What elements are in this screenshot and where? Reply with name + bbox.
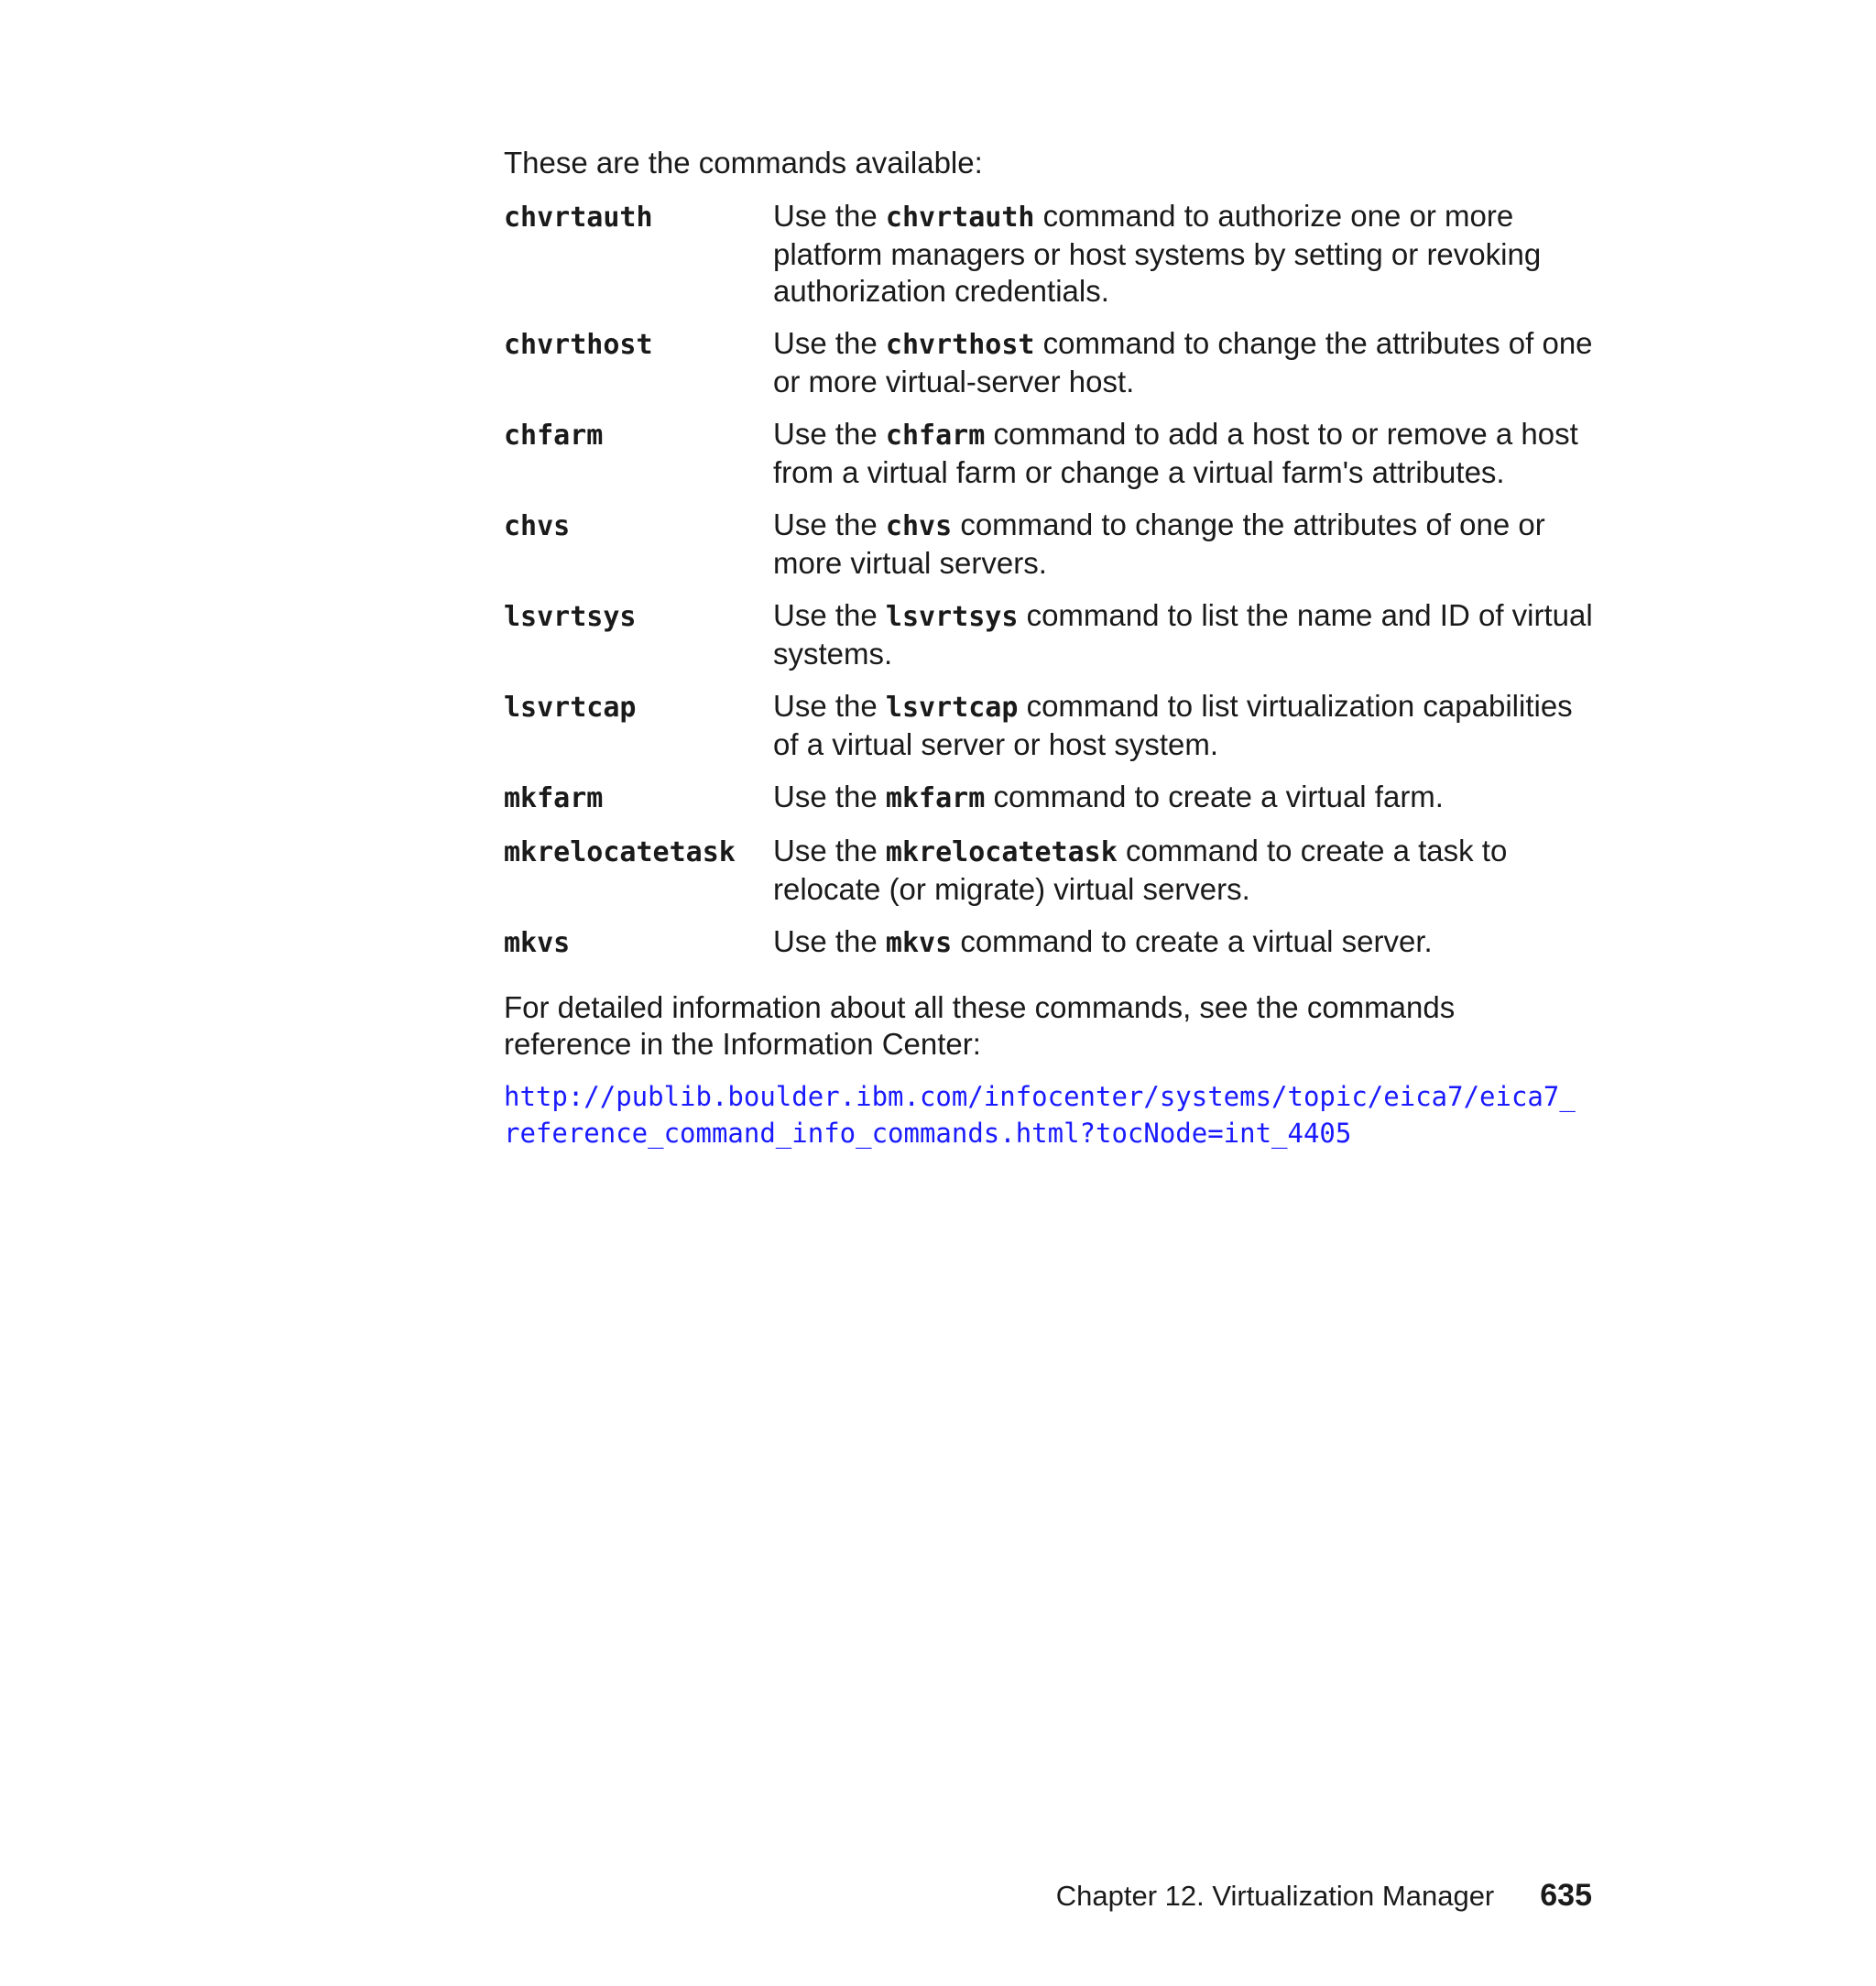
- description-prefix: Use the: [773, 507, 886, 541]
- command-name: chvrthost: [504, 329, 653, 361]
- command-description: [773, 833, 1603, 908]
- inline-command: lsvrtcap: [885, 692, 1019, 724]
- command-name: chfarm: [504, 420, 604, 452]
- command-name: mkfarm: [504, 782, 604, 814]
- command-name: lsvrtsys: [504, 601, 637, 633]
- command-description: [773, 507, 1603, 582]
- infocenter-link[interactable]: [504, 1078, 1576, 1151]
- command-description: [773, 198, 1603, 310]
- link-line-1: http://publib.boulder.ibm.com/infocenter/systems/topic/eica7/eica7_: [504, 1081, 1576, 1112]
- description-prefix: Use the: [773, 199, 886, 233]
- inline-command: chvrthost: [885, 329, 1035, 361]
- inline-command: mkfarm: [885, 782, 986, 814]
- description-prefix: Use the: [773, 417, 886, 451]
- description-text: command to list the name and ID of virtual systems.: [773, 598, 1593, 671]
- command-row-chvrthost: [504, 325, 1603, 400]
- inline-command: chvs: [885, 510, 953, 542]
- command-row-mkfarm: [504, 779, 1603, 817]
- description-text: command to change the attributes of one or more virtual servers.: [773, 507, 1545, 580]
- command-description: [773, 416, 1603, 491]
- link-line-2: reference_command_info_commands.html?tocNode=int_4405: [504, 1118, 1352, 1149]
- chapter-title: Chapter 12. Virtualization Manager: [1055, 1880, 1495, 1912]
- command-name: lsvrtcap: [504, 692, 637, 724]
- inline-command: chvrtauth: [885, 202, 1035, 234]
- page-number: 635: [1540, 1878, 1592, 1913]
- inline-command: chfarm: [885, 420, 986, 452]
- command-row-mkrelocatetask: [504, 833, 1603, 908]
- command-description: [773, 597, 1603, 672]
- description-prefix: Use the: [773, 598, 886, 632]
- description-text: command to add a host to or remove a host from a virtual farm or change a virtual farm's attributes.: [773, 417, 1578, 489]
- description-text: command to create a virtual server.: [952, 924, 1433, 958]
- command-name: chvs: [504, 510, 571, 542]
- command-name: mkvs: [504, 927, 571, 959]
- description-text: command to create a virtual farm.: [985, 780, 1444, 813]
- command-row-mkvs: [504, 923, 1603, 962]
- command-row-lsvrtcap: [504, 688, 1603, 763]
- inline-command: mkvs: [885, 927, 953, 959]
- command-name: mkrelocatetask: [504, 836, 736, 868]
- command-row-chvrtauth: [504, 198, 1603, 310]
- description-text: command to list virtualization capabilities of a virtual server or host system.: [773, 689, 1573, 761]
- description-text: command to change the attributes of one or more virtual-server host.: [773, 326, 1593, 398]
- command-description: [773, 923, 1603, 962]
- inline-command: mkrelocatetask: [885, 836, 1118, 868]
- command-row-chfarm: [504, 416, 1603, 491]
- description-prefix: Use the: [773, 924, 886, 958]
- command-description: [773, 325, 1603, 400]
- detail-paragraph: For detailed information about all these commands, see the commands reference in the Information Center:: [504, 990, 1456, 1061]
- command-row-lsvrtsys: [504, 597, 1603, 672]
- page-content: [504, 145, 1603, 1151]
- inline-command: lsvrtsys: [885, 601, 1019, 633]
- description-prefix: Use the: [773, 780, 886, 813]
- description-text: command to create a task to relocate (or migrate) virtual servers.: [773, 834, 1508, 906]
- command-list: [504, 198, 1603, 962]
- command-description: [773, 779, 1603, 817]
- command-row-chvs: [504, 507, 1603, 582]
- description-prefix: Use the: [773, 326, 886, 360]
- page-footer: [1056, 1878, 1592, 1914]
- description-prefix: Use the: [773, 689, 886, 723]
- command-description: [773, 688, 1603, 763]
- intro-text: These are the commands available:: [504, 146, 983, 180]
- command-name: chvrtauth: [504, 202, 653, 234]
- description-text: command to authorize one or more platform managers or host systems by setting or revoking authorization credentials.: [773, 199, 1542, 308]
- description-prefix: Use the: [773, 834, 886, 868]
